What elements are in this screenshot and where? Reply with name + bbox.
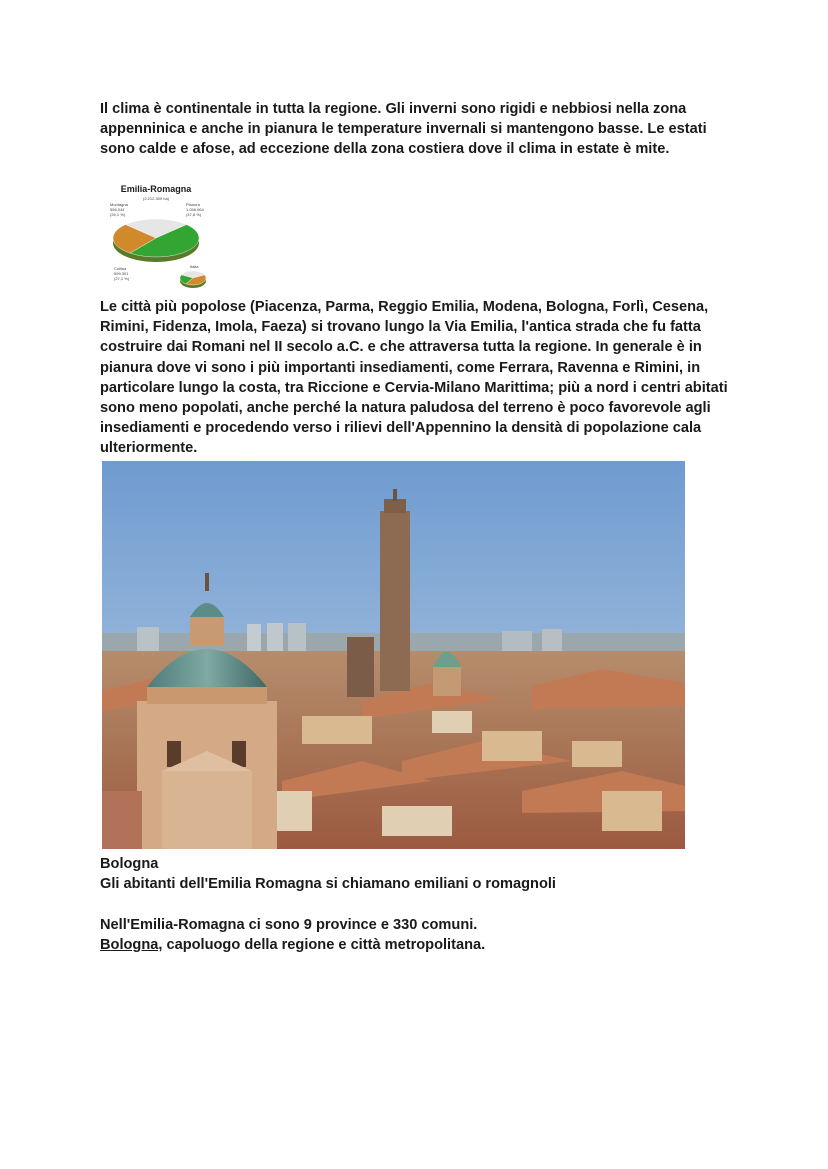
slice-percent-montagna: (25,1 %)	[110, 212, 126, 217]
inset-label: Italia	[190, 264, 199, 269]
photo-caption: Bologna	[100, 856, 159, 872]
chart-subtitle: (2.212.309 ha)	[142, 196, 170, 201]
slice-percent-pianura: (47,8 %)	[186, 212, 202, 217]
bologna-link[interactable]: Bologna,	[100, 937, 163, 953]
capital-text	[100, 935, 485, 955]
land-use-pie-chart	[104, 182, 214, 294]
provinces-text: Nell'Emilia-Romagna ci sono 9 province e 330 comuni.	[100, 917, 478, 933]
pie-chart-svg	[104, 182, 214, 294]
climate-paragraph: Il clima è continentale in tutta la regione. Gli inverni sono rigidi e nebbiosi nella zona appenninica e anche in pianura le temperature invernali si mantengono basse. Le estati sono calde e afose, ad eccezione della zona costiera dove il clima in estate è mite.	[100, 101, 707, 158]
inset-pie-group	[180, 271, 206, 288]
slice-value-pianura: 1.056.964	[186, 207, 204, 212]
slice-value-collina: 599.301	[114, 271, 129, 276]
capital-rest-text: capoluogo della regione e città metropolitana.	[162, 937, 486, 953]
chart-title: Emilia-Romagna	[120, 184, 192, 194]
main-pie-group	[113, 219, 199, 262]
slice-percent-collina: (27,1 %)	[114, 276, 130, 281]
bologna-skyline-image	[102, 461, 685, 849]
slice-label-pianura: Pianura	[186, 202, 200, 207]
slice-label-collina: Collina	[114, 266, 127, 271]
slice-value-montagna: 556.044	[110, 207, 125, 212]
slice-label-montagna: Montagna	[110, 202, 128, 207]
bologna-photo	[102, 461, 685, 849]
cities-paragraph: Le città più popolose (Piacenza, Parma, Reggio Emilia, Modena, Bologna, Forlì, Cesena, Rimini, Fidenza, Imola, Faeza) si trovano lungo la Via Emilia, l'antica strada che fu fatta costruire dai Romani nel II secolo a.C. e che attraversa tutta la regione. In generale è in pianura dove vi sono i più importanti insediamenti, come Ferrara, Ravenna e Rimini, in particolare lungo la costa, tra Riccione e Cervia-Milano Marittima; più a nord i centri abitati sono meno popolati, anche perché la natura paludosa del terreno è poco favorevole agli insediamenti e procedendo verso i rilievi dell'Appennino la densità di popolazione cala ulteriormente.	[100, 299, 728, 457]
inhabitants-text: Gli abitanti dell'Emilia Romagna si chiamano emiliani o romagnoli	[100, 876, 556, 892]
